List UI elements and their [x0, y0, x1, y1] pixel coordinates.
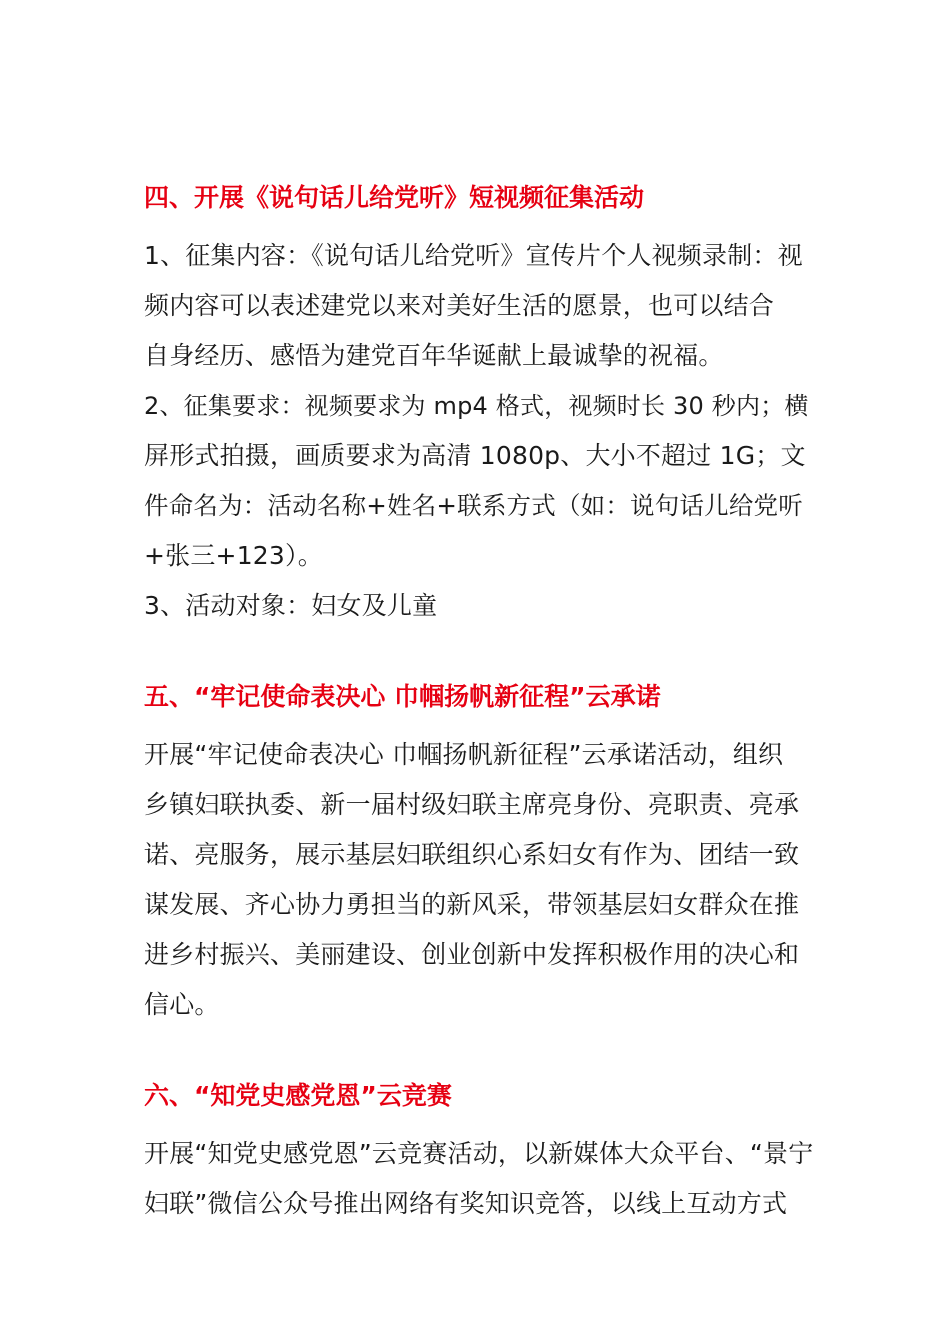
section-four-body	[144, 231, 814, 631]
section-four-heading: 四、开展《说句话儿给党听》短视频征集活动	[144, 183, 645, 212]
section-six-body	[144, 1129, 814, 1229]
paragraph-line: 妇联”微信公众号推出网络有奖知识竞答，以线上互动方式	[144, 1189, 788, 1218]
paragraph-line: +张三+123）。	[144, 541, 323, 570]
paragraph-line: 件命名为：活动名称+姓名+联系方式（如：说句话儿给党听	[144, 491, 803, 520]
section-four	[144, 181, 814, 631]
section-five-heading: 五、“牢记使命表决心 巾帼扬帆新征程”云承诺	[144, 682, 661, 711]
paragraph-line: 屏形式拍摄，画质要求为高清 1080p、大小不超过 1G；文	[144, 441, 806, 470]
section-six	[144, 1079, 814, 1229]
paragraph-line: 开展“牢记使命表决心 巾帼扬帆新征程”云承诺活动，组织	[144, 740, 784, 769]
paragraph-line: 信心。	[144, 990, 220, 1019]
paragraph-line: 2、征集要求：视频要求为 mp4 格式，视频时长 30 秒内；横	[144, 392, 809, 420]
paragraph-line: 1、征集内容：《说句话儿给党听》宣传片个人视频录制：视	[144, 241, 803, 270]
paragraph-line: 开展“知党史感党恩”云竞赛活动，以新媒体大众平台、“景宁	[144, 1139, 814, 1168]
paragraph-line: 诺、亮服务，展示基层妇联组织心系妇女有作为、团结一致	[144, 840, 800, 869]
paragraph-line: 进乡村振兴、美丽建设、创业创新中发挥积极作用的决心和	[144, 940, 800, 969]
section-six-heading: 六、“知党史感党恩”云竞赛	[144, 1081, 452, 1110]
paragraph-line: 自身经历、感悟为建党百年华诞献上最诚挚的祝福。	[144, 341, 724, 370]
section-five-body	[144, 730, 814, 1030]
paragraph-line: 乡镇妇联执委、新一届村级妇联主席亮身份、亮职责、亮承	[144, 790, 800, 819]
paragraph-line: 频内容可以表述建党以来对美好生活的愿景，也可以结合	[144, 291, 775, 320]
paragraph-line: 3、活动对象：妇女及儿童	[144, 591, 438, 620]
paragraph-line: 谋发展、齐心协力勇担当的新风采，带领基层妇女群众在推	[144, 890, 800, 919]
section-five	[144, 680, 814, 1030]
